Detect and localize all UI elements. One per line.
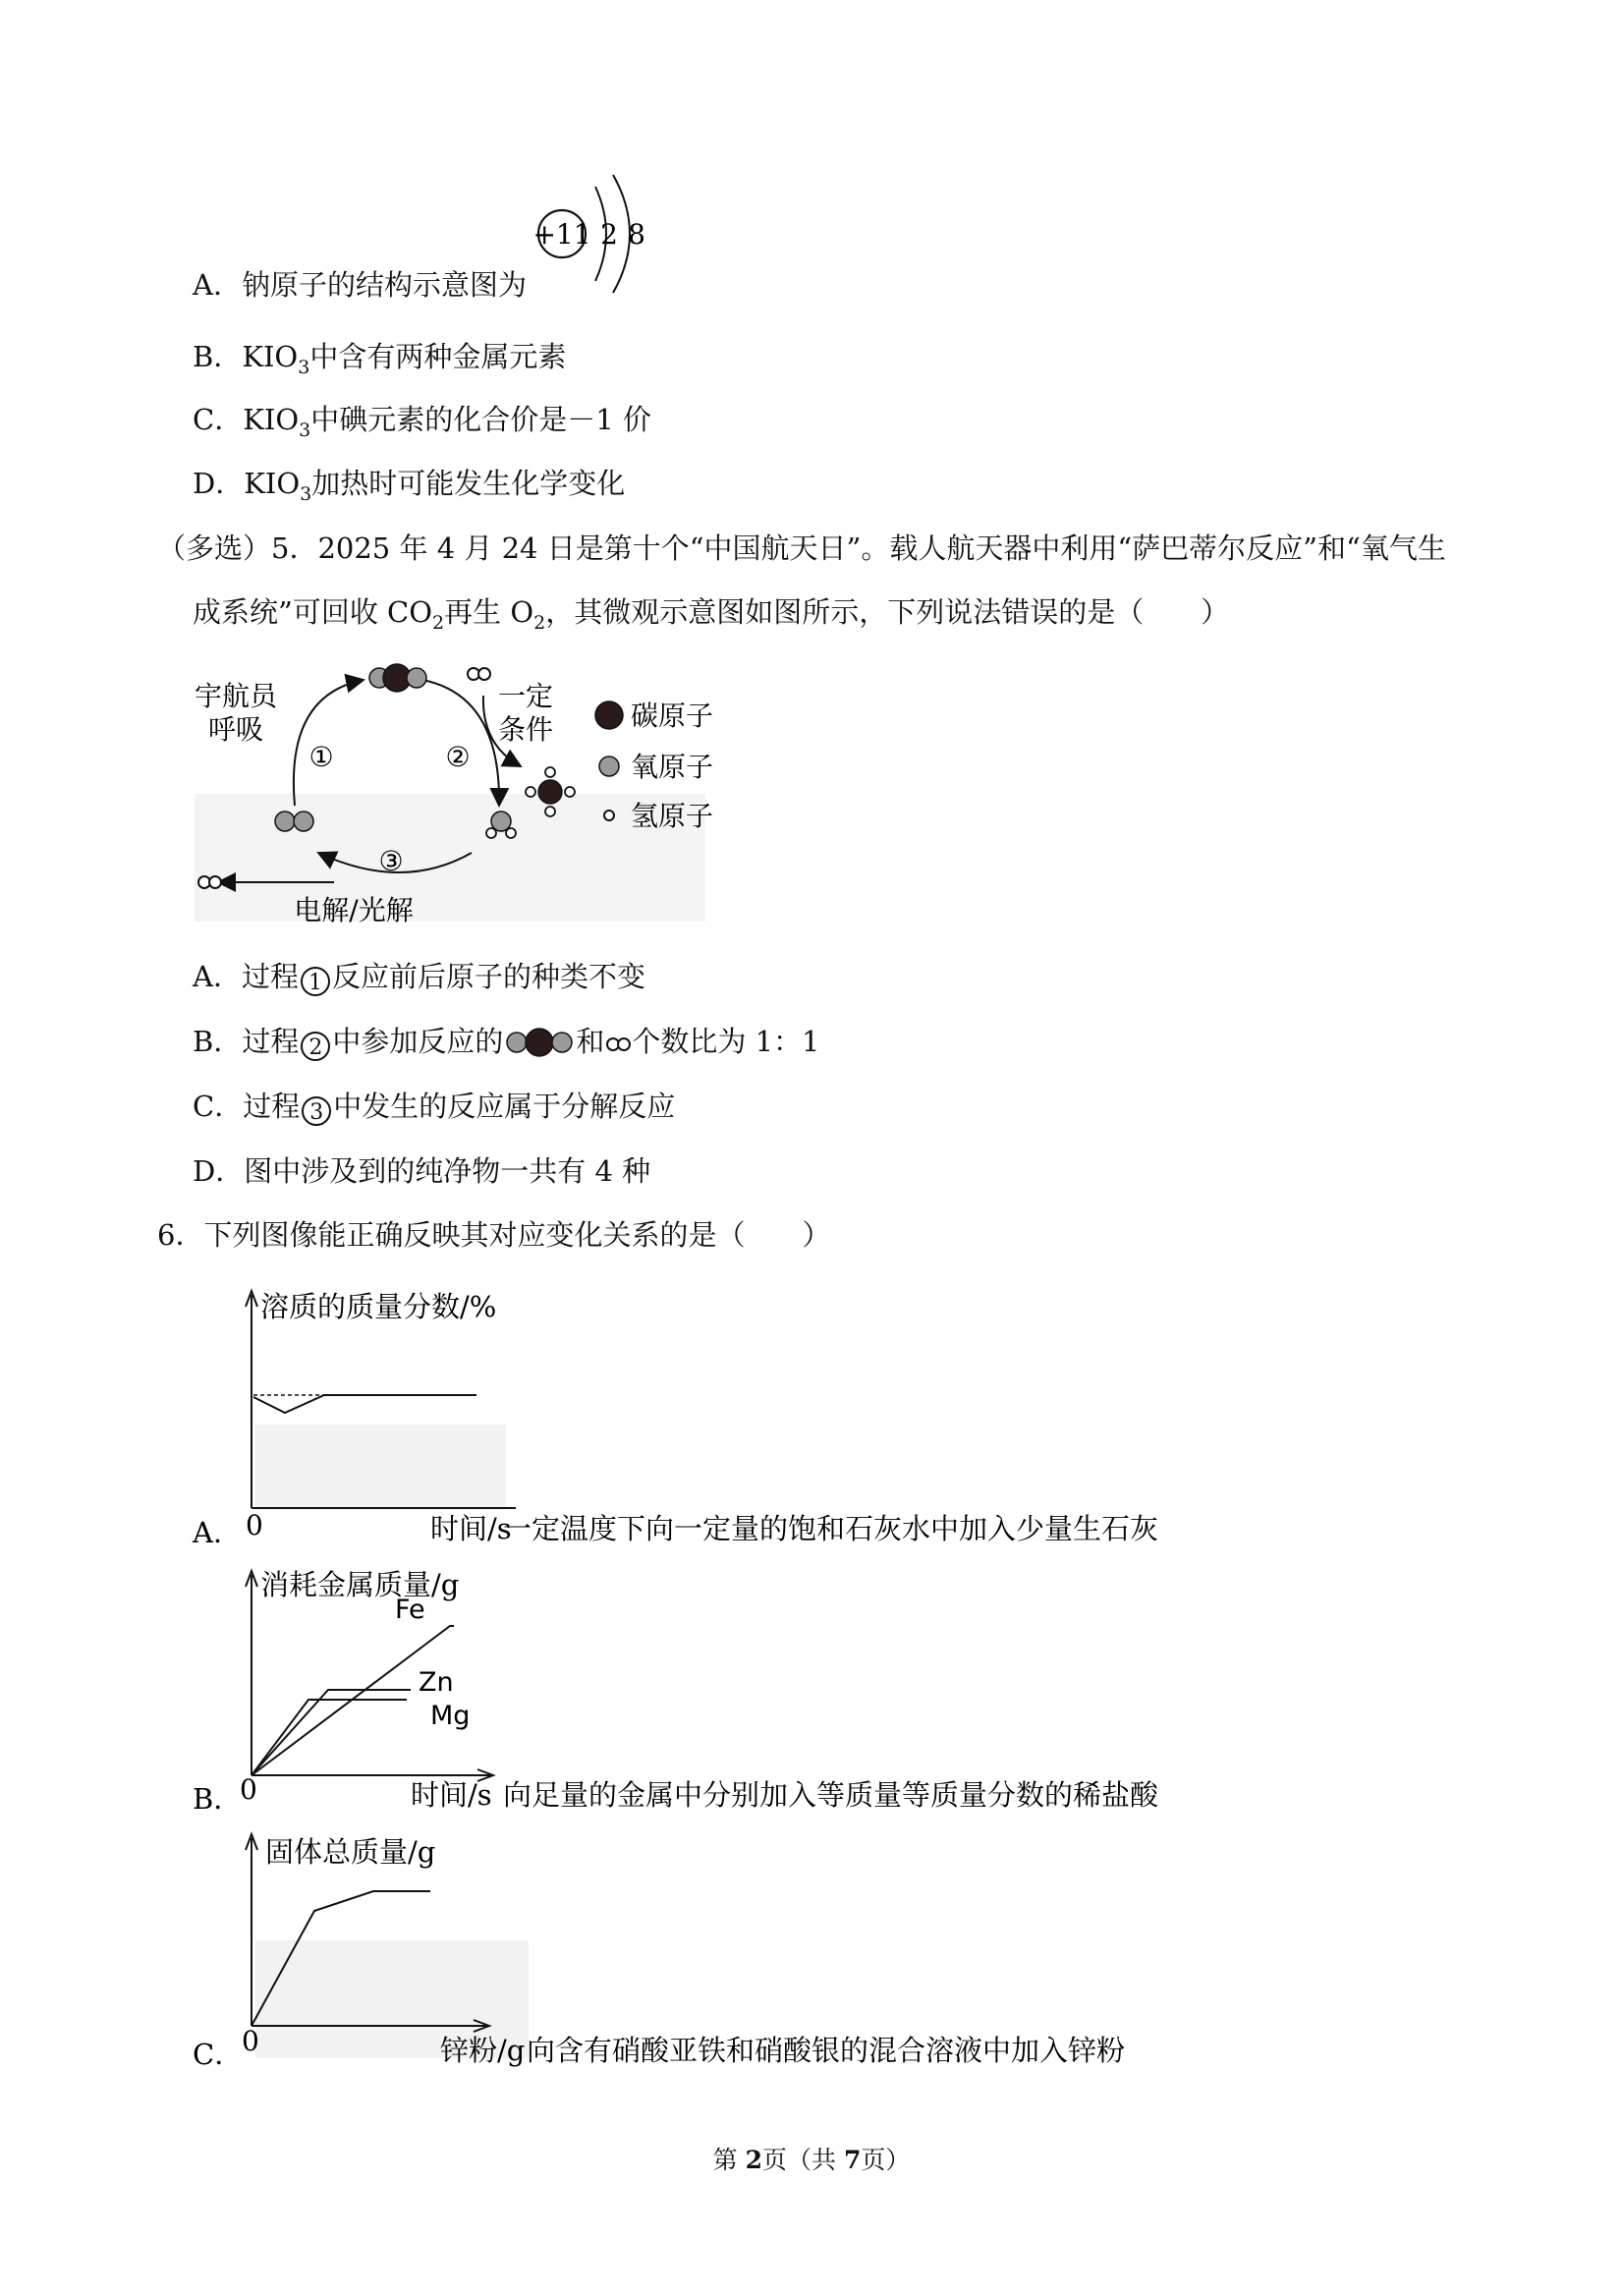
series-mg-label: Mg <box>430 1701 471 1731</box>
graph-a-xlabel: 时间/s <box>430 1512 512 1545</box>
graph-c <box>187 1822 1228 2098</box>
nucleus-charge: +11 <box>532 218 591 251</box>
graph-c-ylabel: 固体总质量/g <box>265 1835 436 1869</box>
h2-molecule <box>468 668 490 680</box>
series-mg-line <box>252 1700 407 1775</box>
shell-2-electrons: 8 <box>628 218 645 251</box>
q5-option-c <box>193 1087 675 1126</box>
subscript: 2 <box>432 611 445 634</box>
graph-b-xlabel: 时间/s <box>411 1778 492 1812</box>
co2-cycle-diagram <box>187 656 737 931</box>
legend-oxygen: 氧原子 <box>631 751 714 783</box>
footer-page-number: 2 <box>745 2146 762 2174</box>
q5-option-c-label: C． <box>193 1090 244 1123</box>
q4-option-c <box>193 400 651 450</box>
q4-option-d-text: 加热时可能发生化学变化 <box>311 467 626 500</box>
q5-stem-part: ，其微观示意图如图所示，下列说法错误的是（ ） <box>545 595 1230 629</box>
q4-option-a-text: 钠原子的结构示意图为 <box>241 268 527 302</box>
circled-number: 3 <box>302 1096 331 1126</box>
q5-stem-part: 成系统”可回收 CO <box>193 595 433 629</box>
circled-number: 1 <box>301 967 330 996</box>
series-zn-label: Zn <box>419 1667 454 1698</box>
label-breath: 呼吸 <box>207 713 264 746</box>
h2-molecule-icon <box>604 1028 632 1057</box>
sodium-atom-diagram <box>527 169 654 297</box>
q4-option-d <box>193 464 625 514</box>
q4-option-c-label: C． <box>193 403 244 436</box>
q5-option-b-text: 个数比为 1：1 <box>632 1025 820 1058</box>
legend-hydrogen-swatch <box>604 811 614 820</box>
h2-molecule-out <box>198 876 221 888</box>
subscript: 3 <box>300 482 312 505</box>
legend <box>595 700 713 832</box>
q4-option-a-label: A． <box>193 268 242 302</box>
q4-option-d-label: D． <box>193 467 245 500</box>
circled-number: 2 <box>301 1032 330 1061</box>
scan-shading <box>195 794 705 922</box>
footer-post: 页） <box>861 2146 911 2174</box>
kio3-formula: KIO <box>243 403 300 436</box>
q5-option-d <box>193 1151 650 1191</box>
step-1-marker: ① <box>308 741 334 773</box>
series-zn-line <box>252 1690 411 1775</box>
footer-mid: 页（共 <box>761 2146 844 2174</box>
graph-b-origin: 0 <box>240 1773 257 1806</box>
series-fe-label: Fe <box>395 1595 425 1625</box>
page-footer <box>0 2144 1623 2177</box>
q5-option-c-text: 中发生的反应属于分解反应 <box>333 1090 676 1123</box>
q4-option-b-text: 中含有两种金属元素 <box>309 340 567 373</box>
legend-oxygen-swatch <box>599 756 619 776</box>
footer-total-pages: 7 <box>843 2146 862 2174</box>
graph-b-ylabel: 消耗金属质量/g <box>260 1568 460 1601</box>
footer-pre: 第 <box>712 2146 746 2174</box>
q5-option-b-mid: 中参加反应的 <box>332 1025 504 1058</box>
q5-option-d-text: 图中涉及到的纯净物一共有 4 种 <box>244 1154 651 1188</box>
q5-stem-line-1: （多选）5．2025 年 4 月 24 日是第十个“中国航天日”。载人航天器中利用“萨巴蒂尔反应”和“氧气生 <box>157 532 1446 565</box>
graph-b-caption: 向足量的金属中分别加入等质量等质量分数的稀盐酸 <box>503 1778 1159 1812</box>
co2-molecule-icon <box>503 1028 576 1057</box>
q4-option-c-text: 中碘元素的化合价是－1 价 <box>310 403 651 436</box>
graph-b-label: B． <box>193 1782 243 1816</box>
co2-molecule <box>369 664 426 692</box>
q5-option-b-pre: 过程 <box>242 1025 300 1058</box>
q5-option-c-pre: 过程 <box>243 1090 301 1123</box>
q5-option-a-pre: 过程 <box>241 960 299 993</box>
step-3-marker: ③ <box>378 845 404 877</box>
q5-option-b-and: 和 <box>576 1025 605 1058</box>
q4-option-b <box>193 337 566 387</box>
q4-option-b-label: B． <box>193 340 243 373</box>
graph-c-origin: 0 <box>242 2025 259 2057</box>
q5-option-a-text: 反应前后原子的种类不变 <box>331 960 645 993</box>
graph-b <box>187 1557 1228 1832</box>
q5-option-d-label: D． <box>193 1154 245 1188</box>
subscript: 2 <box>533 611 546 634</box>
q5-option-b <box>193 1022 819 1061</box>
label-astronaut: 宇航员 <box>194 680 278 712</box>
graph-a-origin: 0 <box>246 1509 263 1541</box>
label-condition-2: 条件 <box>497 713 554 746</box>
q5-option-b-label: B． <box>193 1025 243 1058</box>
step-2-marker: ② <box>445 741 471 773</box>
label-electrolysis: 电解/光解 <box>294 894 414 926</box>
q4-option-a <box>193 265 527 305</box>
scan-shading <box>255 1425 506 1508</box>
legend-carbon-swatch <box>595 701 623 729</box>
q5-option-a-label: A． <box>193 960 242 993</box>
q6-stem: 6．下列图像能正确反映其对应变化关系的是（ ） <box>157 1218 831 1252</box>
q5-option-a <box>193 957 645 996</box>
graph-c-xlabel: 锌粉/g <box>440 2034 526 2067</box>
graph-a-ylabel: 溶质的质量分数/% <box>260 1290 497 1323</box>
q5-stem-part: 再生 O <box>444 595 534 629</box>
graph-a <box>187 1277 1228 1552</box>
subscript: 3 <box>299 419 311 441</box>
q5-stem-line-2 <box>193 592 1229 643</box>
legend-hydrogen: 氢原子 <box>631 800 714 832</box>
graph-a-curve <box>253 1395 476 1413</box>
graph-c-label: C． <box>193 2038 244 2071</box>
graph-a-label: A． <box>193 1516 242 1549</box>
subscript: 3 <box>298 356 310 378</box>
kio3-formula: KIO <box>244 467 301 500</box>
legend-carbon: 碳原子 <box>631 700 714 732</box>
kio3-formula: KIO <box>242 340 299 373</box>
label-condition-1: 一定 <box>497 680 554 712</box>
graph-c-caption: 向含有硝酸亚铁和硝酸银的混合溶液中加入锌粉 <box>527 2034 1126 2067</box>
graph-a-caption: 一定温度下向一定量的饱和石灰水中加入少量生石灰 <box>503 1512 1159 1545</box>
shell-1-electrons: 2 <box>600 218 618 251</box>
